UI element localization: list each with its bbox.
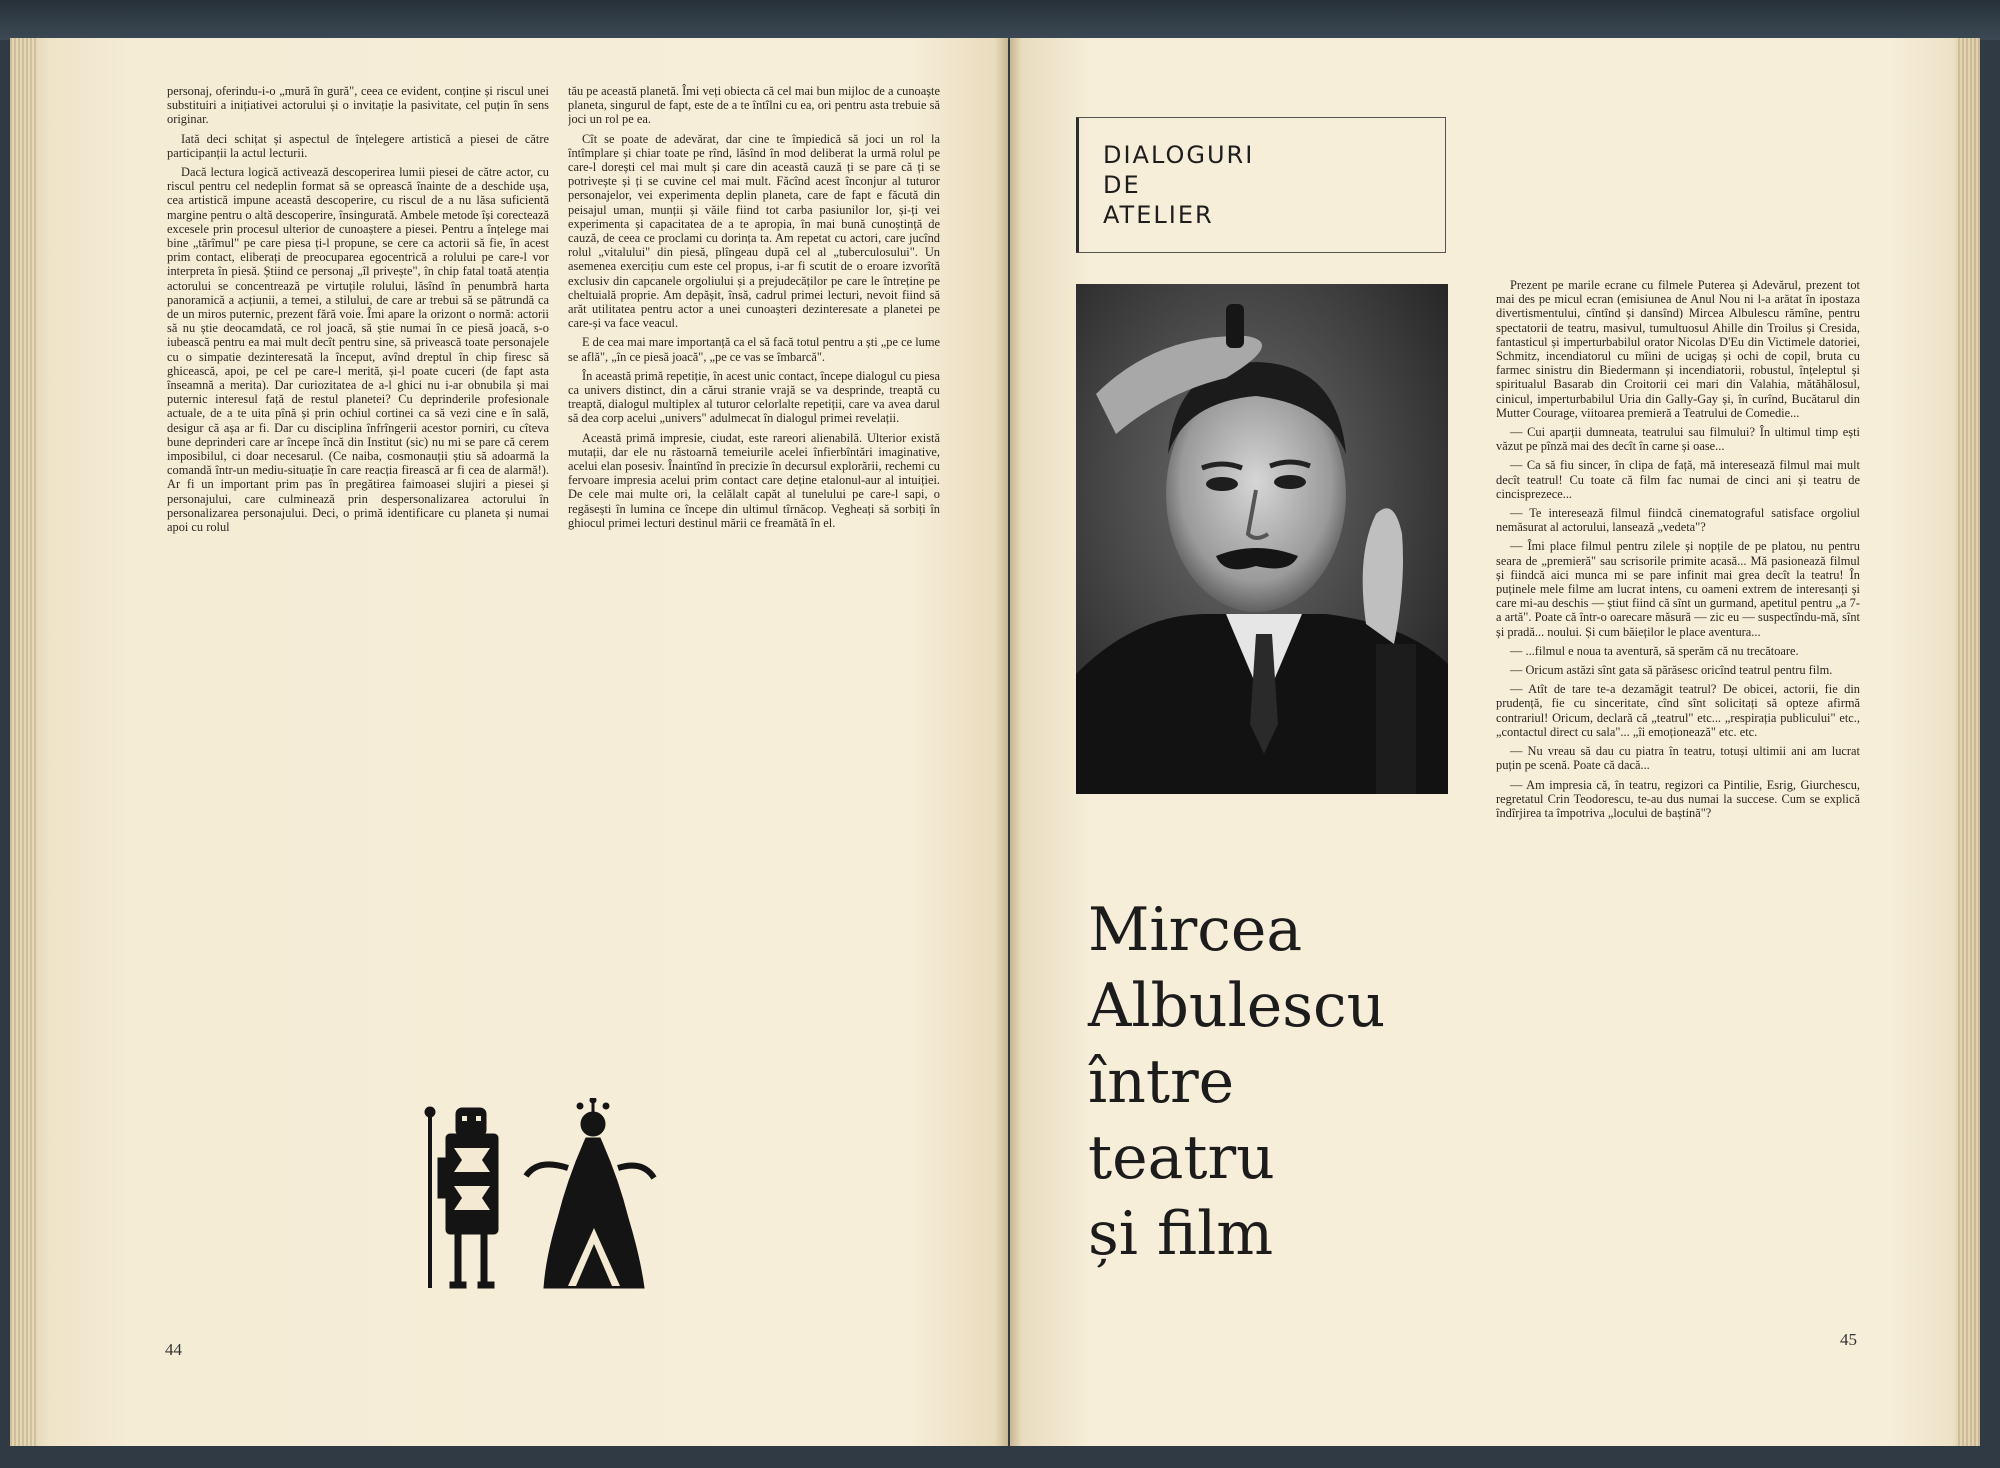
left-column-1 <box>167 84 549 1014</box>
paragraph: În această primă repetiție, în acest unic contact, începe dialogul cu piesa ca univers distinct, din a cărui stranie vrajă se va desprinde, treaptă cu treaptă, dialogul multiplex al tuturor celorlalte repetiții, care va avea darul să dea corp acelui „univers" adulmecat în dialogul primei revelații. <box>568 368 940 426</box>
page-number-left: 44 <box>165 1340 182 1359</box>
paragraph: personaj, oferindu-i-o „mură în gură", ceea ce evident, conține și riscul unei substituiri a inițiativei actorului și o invitație la pasivitate, cel puțin în sens originar. <box>167 84 549 127</box>
section-label-line: DE <box>1103 171 1141 199</box>
paragraph: — Ca să fiu sincer, în clipa de față, mă interesează filmul mai mult decît teatrul! Cu toate că film fac numai de cinci ani și teatru de cincisprezece... <box>1496 458 1860 501</box>
left-page-edges <box>10 38 38 1446</box>
paragraph: — Te interesează filmul fiindcă cinematograful satisface orgoliul nemăsurat al actorului, lansează „vedeta"? <box>1496 506 1860 535</box>
paragraph: Iată deci schițat și aspectul de înțelegere artistică a piesei de către participanții la actul lecturii. <box>167 131 549 160</box>
book-binding <box>0 0 2000 40</box>
paragraph: — Am impresia că, în teatru, regizori ca Pintilie, Esrig, Giurchescu, regretatul Crin Teodorescu, te-au dus numai la succese. Cum se explică îndîrjirea ta împotriva „locului de baștină"? <box>1496 777 1860 820</box>
left-column-2 <box>568 84 940 1014</box>
section-label-box <box>1076 117 1446 253</box>
article-title <box>1088 892 1488 1272</box>
paragraph: Această primă impresie, ciudat, este rareori alienabilă. Ulterior există mutații, dar ele nu răstoarnă temeiurile acelei înfierbîntări imaginative, acelui elan posesiv. Înaintînd în precizie în decursul explorării, rechemi cu fervoare impresia acelui prim contact care deține etalonul-aur al intuiției. De cele mai multe ori, la celălalt capăt al tunelului pe care-l sapi, o regăsești în lumina ce începe din ultimul tîrnăcop. Vegheați să sorbiți în ghiocul primei lecturi destinul mării ce freamătă în el. <box>568 430 940 530</box>
paragraph: — Îmi place filmul pentru zilele și nopțile de pe platou, nu pentru seara de „premieră" sau scrisorile primite acasă... Mă pasionează filmul și fiindcă aici munca mi se pare infinit mai grea decît la teatru! În puținele mele filme am lucrat intens, cu oameni extrem de interesanți și care mi-au deschis — știut fiind că sînt un gurmand, apetitul pentru „a 7-a artă". Poate că într-o oarecare măsură — zic eu — suspectîndu-mă, sînt și pradă... noului. Și cum băieților le place aventura... <box>1496 539 1860 639</box>
tribal-figures-illustration <box>418 1098 678 1292</box>
paragraph: — Cui aparții dumneata, teatrului sau filmului? În ultimul timp ești văzut pe pînză mai des decît în carne și oase... <box>1496 425 1860 454</box>
paragraph: — ...filmul e noua ta aventură, să sperăm că nu trecătoare. <box>1510 643 1799 658</box>
paragraph: — Atît de tare te-a dezamăgit teatrul? De obicei, actorii, fie din prudență, fie cu sinceritate, cînd sînt solicitați să opteze afirmă contrariul! Oricum, declară că „teatrul" etc... „respirația publicului" etc., „contactul direct cu sala"... „îi emoționează" etc. etc. <box>1496 682 1860 739</box>
paragraph: — Oricum astăzi sînt gata să părăsesc oricînd teatrul pentru film. <box>1510 663 1833 678</box>
section-label-line: DIALOGURI <box>1103 141 1255 169</box>
paragraph: Prezent pe marile ecrane cu filmele Puterea și Adevărul, prezent tot mai des pe micul ecran (emisiunea de Anul Nou ni l-a arătat în ipostaza divertismentului, cîntînd și dansînd) Mircea Albulescu rămîne, pentru spectatorii de teatru, masivul, tumultuosul Ahille din Troilus și Cresida, fantasticul și imperturbabilul orator Nicolas D'Eu din Victimele datoriei, Schmitz, incendiatorul cu mîini de ucigaș și ochi de copil, bruta cu farmec sinistru din Biedermann și incendiatorii, robustul, înțeleptul și spiritualul Basarab din Croitorii cei mari din Valahia, mătăhălosul, cinicul, imperturbabilul Uria din Gally-Gay și, în curînd, Bucătarul din Mutter Courage, viitoarea premieră a Teatrului de Comedie... <box>1496 278 1860 420</box>
title-line: Mircea <box>1088 895 1303 965</box>
page-number-right: 45 <box>1840 1330 1857 1349</box>
paragraph: tău pe această planetă. Îmi veți obiecta că cel mai bun mijloc de a cunoaște planeta, singurul de fapt, este de a te întîlni cu ea, ori pentru asta trebuie să joci un rol pe ea. <box>568 84 940 127</box>
portrait-photo <box>1076 284 1448 794</box>
section-label-line: ATELIER <box>1103 201 1214 229</box>
paragraph: E de cea mai mare importanță ca el să facă totul pentru a ști „pe ce lume se află", „în ce piesă joacă", „pe ce vas se îmbarcă". <box>568 335 940 364</box>
interview-column <box>1496 278 1860 1288</box>
title-line: și film <box>1088 1199 1274 1269</box>
paragraph: Cît se poate de adevărat, dar cine te împiedică să joci un rol la întîmplare și chiar toate pe rînd, lăsînd în mod deliberat la urmă rolul pe care-l dorești cel mai mult și care din această cauză ți se pare că ți se potrivește și ți se cuvine cel mai mult. Făcînd acest înconjur al tuturor personajelor, vei experimenta deplin planeta, care de fapt e făcută din peisajul uman, munții și văile fiind tot carba pasiunilor lor, și-ți vei experimenta și capacitatea de a te apropia, în mai bună cunoștință de cauză, de ceea ce proclami cu dorința ta. Am repetat cu actori, care jucînd rolul „vitalului" din piesă, plîngeau după cel al „tuberculosului". Un asemenea exercițiu cum este cel propus, i-ar fi scutit de o eroare izvorîtă exclusiv din capcanele orgoliului și a prejudecăților pe care le întreține pe cheltuială proprie. Am depășit, însă, cadrul primei lecturi, nevoit fiind să arăt utilitatea pentru actor a unei cunoașteri dezinteresate a planetei pe care-și va face veacul. <box>568 131 940 331</box>
right-page-edges <box>1956 38 1980 1446</box>
paragraph: — Nu vreau să dau cu piatra în teatru, totuși ultimii ani am lucrat puțin pe scenă. Poate că dacă... <box>1496 744 1860 773</box>
paragraph: Dacă lectura logică activează descoperirea lumii piesei de către actor, cu riscul pentru cel nedeplin format să se oprească înainte de a deschide ușa, cea artistică impune această descoperire, cu riscul de a nu lăsa suficientă margine pentru o altă descoperire, însingurată. Ambele metode își corectează excesele prin procesul ulterior de cunoaștere a piesei. Pentru a înțelege mai bine „tărîmul" pe care piesa ți-l propune, se cere ca actorii să fie, în acest prim contact, eliberați de preocuparea egocentrică a rolului pe care-l vor interpreta în piesă. Știind ce personaj „îl privește", în chip fatal toată atenția actorului se concentrează pe virtuțile rolului, lăsînd în penumbră harta panoramică a acțiunii, a temei, a stilului, de care ar trebui să se pătrundă ca de un miros puternic, prezent fără voie. Îmi apare la orizont o normă: actorii să nu știe deocamdată, ce rol joacă, să știe numai în ce piesă joacă, s-o iubească pentru ea mai mult decît pentru sine, să privească toate personajele cu o simpatie dezinteresată la început, avînd dreptul în chip firesc să ghicească, apoi, pe cel pe care-l merită, și-l poate cuceri (de fapt asta înseamnă a merita). Dar curiozitatea de a-l ghici nu i-ar obnubila și mai puternic interesul față de restul planetei? Cu deprinderile profesionale actuale, de a te uita pînă și prin ochiul cortinei ca să vezi cine e în sală, desigur că așa ar fi. Dar cu disciplina înfrîngerii acestor porniri, cu cîteva bune deprinderi care ar începe încă din Institut (sic) nu mi se pare că cerem imposibilul, ci doar necesarul. (Ce naiba, cosmonauții știu să adoarmă la comandă într-un mediu-situație în care reacția firească ar fi cea de alarmă!). Ar fi un important prim pas în pregătirea faimoasei slujiri a piesei și personajului, care culminează prin despersonalizarea actorului în personalizarea personajului. Deci, o primă identificare cu planeta și numai apoi cu rolul <box>167 165 549 535</box>
title-line: teatru <box>1088 1123 1275 1193</box>
section-label <box>1103 140 1254 230</box>
title-line: Albulescu <box>1088 971 1386 1041</box>
title-line: între <box>1088 1047 1235 1117</box>
